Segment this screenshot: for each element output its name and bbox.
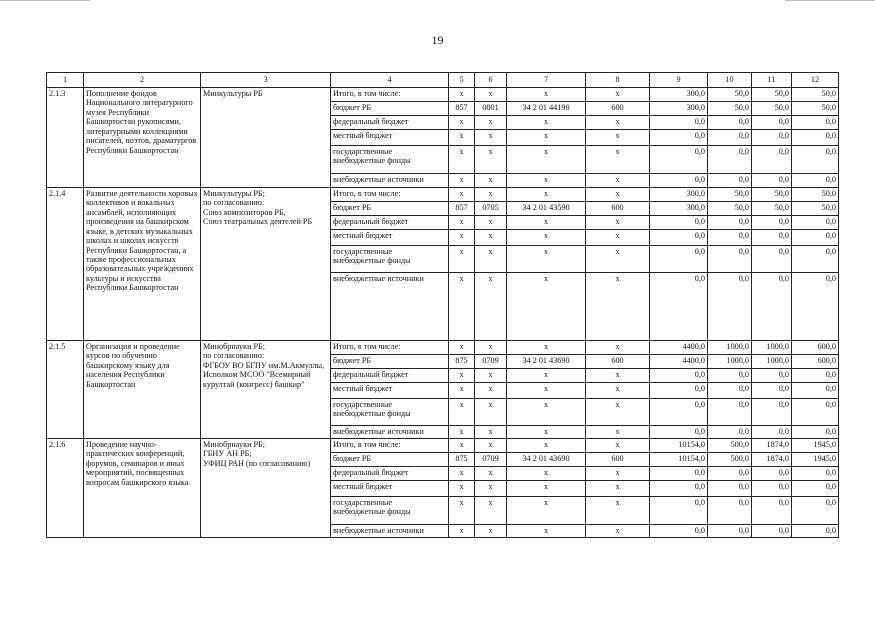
cell-section-code: x [475,246,507,273]
entry-name: Развитие деятельности хоровых коллективов и вокальных ансамблей, исполняющих произведения на башкирском языке, в детских музыкальных школах и школах искусств Республики Башкортостан, а также профессиональных образовательных учреждениях культуры и искусства Республики Башкортостан [84,188,201,341]
cell-section-code: x [475,341,507,355]
table-row [47,188,839,202]
column-number: 5 [449,73,475,88]
cell-total-amount: 300,0 [650,202,708,216]
cell-year-3-amount: 1945,0 [792,453,839,467]
funding-source-label: Итого, в том числе: [331,341,449,355]
entry-number: 2.1.6 [47,439,84,538]
cell-year-1-amount: 0,0 [708,481,752,497]
cell-target-article: 34 2 01 43690 [507,453,586,467]
cell-total-amount: 0,0 [650,130,708,146]
cell-total-amount: 0,0 [650,174,708,188]
cell-target-article: x [507,273,586,341]
cell-year-3-amount: 600,0 [792,355,839,369]
cell-expense-type: x [586,188,650,202]
cell-ministry-code: 875 [449,453,475,467]
cell-ministry-code: 857 [449,102,475,116]
column-number: 4 [331,73,449,88]
funding-source-label: федеральный бюджет [331,116,449,130]
cell-year-3-amount: 0,0 [792,130,839,146]
column-number: 6 [475,73,507,88]
funding-source-label: местный бюджет [331,230,449,246]
cell-total-amount: 300,0 [650,188,708,202]
cell-total-amount: 4400,0 [650,341,708,355]
funding-source-label: внебюджетные источники [331,426,449,439]
cell-year-2-amount: 0,0 [752,116,792,130]
cell-expense-type: 600 [586,102,650,116]
funding-source-label: бюджет РБ [331,202,449,216]
cell-year-2-amount: 0,0 [752,383,792,399]
funding-source-label: государственные внебюджетные фонды [331,246,449,273]
cell-total-amount: 0,0 [650,246,708,273]
cell-expense-type: x [586,481,650,497]
cell-expense-type: x [586,246,650,273]
cell-target-article: x [507,146,586,174]
cell-total-amount: 0,0 [650,383,708,399]
cell-year-3-amount: 0,0 [792,525,839,538]
funding-source-label: федеральный бюджет [331,216,449,230]
cell-total-amount: 0,0 [650,481,708,497]
cell-year-1-amount: 50,0 [708,88,752,102]
cell-total-amount: 0,0 [650,273,708,341]
cell-year-3-amount: 0,0 [792,230,839,246]
cell-total-amount: 0,0 [650,525,708,538]
cell-target-article: x [507,88,586,102]
cell-year-1-amount: 0,0 [708,273,752,341]
cell-year-2-amount: 0,0 [752,273,792,341]
column-number: 1 [47,73,84,88]
cell-year-1-amount: 0,0 [708,130,752,146]
cell-year-2-amount: 0,0 [752,216,792,230]
cell-section-code: 0705 [475,202,507,216]
cell-year-1-amount: 50,0 [708,188,752,202]
cell-ministry-code: x [449,174,475,188]
funding-source-label: бюджет РБ [331,453,449,467]
cell-year-2-amount: 1000,0 [752,341,792,355]
cell-expense-type: x [586,341,650,355]
cell-expense-type: x [586,383,650,399]
funding-source-label: внебюджетные источники [331,273,449,341]
cell-year-3-amount: 0,0 [792,426,839,439]
cell-total-amount: 0,0 [650,467,708,481]
cell-ministry-code: x [449,481,475,497]
entry-number: 2.1.3 [47,88,84,188]
cell-year-1-amount: 0,0 [708,497,752,525]
cell-year-3-amount: 0,0 [792,174,839,188]
cell-target-article: 34 2 01 43690 [507,355,586,369]
cell-year-1-amount: 0,0 [708,525,752,538]
cell-year-3-amount: 50,0 [792,88,839,102]
cell-year-1-amount: 500,0 [708,453,752,467]
column-number: 12 [792,73,839,88]
cell-year-2-amount: 0,0 [752,146,792,174]
cell-year-1-amount: 0,0 [708,246,752,273]
cell-expense-type: x [586,369,650,383]
cell-target-article: x [507,174,586,188]
column-number: 9 [650,73,708,88]
cell-target-article: x [507,246,586,273]
cell-year-1-amount: 0,0 [708,369,752,383]
column-number: 7 [507,73,586,88]
cell-year-2-amount: 0,0 [752,525,792,538]
cell-total-amount: 0,0 [650,426,708,439]
cell-ministry-code: x [449,399,475,426]
cell-section-code: x [475,146,507,174]
budget-table-body [47,73,839,538]
cell-year-3-amount: 50,0 [792,102,839,116]
cell-total-amount: 0,0 [650,146,708,174]
cell-year-2-amount: 0,0 [752,497,792,525]
cell-year-3-amount: 0,0 [792,399,839,426]
cell-target-article: x [507,188,586,202]
cell-total-amount: 0,0 [650,230,708,246]
cell-year-2-amount: 50,0 [752,202,792,216]
cell-year-1-amount: 0,0 [708,174,752,188]
cell-ministry-code: x [449,426,475,439]
cell-section-code: x [475,273,507,341]
cell-ministry-code: x [449,439,475,453]
cell-target-article: 34 2 01 44190 [507,102,586,116]
entry-name: Пополнение фондов Национального литературного музея Республики Башкортостан рукописями, литературными коллекциями писателей, поэтов, драматургов Республики Башкортостан [84,88,201,188]
cell-section-code: 0709 [475,453,507,467]
cell-expense-type: 600 [586,355,650,369]
cell-year-1-amount: 0,0 [708,146,752,174]
entry-executor: Минкультуры РБ; по согласованию: Союз композиторов РБ, Союз театральных деятелей РБ [201,188,331,341]
cell-expense-type: x [586,216,650,230]
cell-year-3-amount: 600,0 [792,341,839,355]
cell-ministry-code: x [449,146,475,174]
cell-year-2-amount: 50,0 [752,88,792,102]
cell-total-amount: 10154,0 [650,453,708,467]
cell-expense-type: x [586,426,650,439]
cell-ministry-code: x [449,273,475,341]
cell-year-2-amount: 1000,0 [752,355,792,369]
cell-total-amount: 0,0 [650,369,708,383]
cell-year-2-amount: 0,0 [752,130,792,146]
cell-section-code: x [475,230,507,246]
cell-target-article: x [507,399,586,426]
entry-name: Проведение научно-практических конференций, форумов, семинаров и иных мероприятий, посвященных вопросам башкирского языка [84,439,201,538]
cell-year-2-amount: 0,0 [752,481,792,497]
cell-year-1-amount: 0,0 [708,116,752,130]
cell-expense-type: x [586,399,650,426]
cell-section-code: x [475,116,507,130]
funding-source-label: внебюджетные источники [331,174,449,188]
entry-executor: Минобрнауки РБ; ГБНУ АН РБ; УФИЦ РАН (по согласованию) [201,439,331,538]
cell-section-code: x [475,174,507,188]
cell-ministry-code: x [449,525,475,538]
funding-source-label: государственные внебюджетные фонды [331,399,449,426]
cell-expense-type: x [586,130,650,146]
column-number: 3 [201,73,331,88]
cell-section-code: 0709 [475,355,507,369]
entry-executor: Минобрнауки РБ; по согласованию: ФГБОУ ВО БГПУ им.М.Акмуллы, Исполком МСОО "Всемирный курултай (конгресс) башкир" [201,341,331,439]
entry-number: 2.1.5 [47,341,84,439]
cell-expense-type: x [586,497,650,525]
cell-ministry-code: x [449,116,475,130]
page-number: 19 [431,33,444,47]
cell-ministry-code: x [449,230,475,246]
cell-total-amount: 0,0 [650,399,708,426]
cell-section-code: x [475,399,507,426]
table-row [47,88,839,102]
cell-expense-type: x [586,439,650,453]
cell-year-1-amount: 0,0 [708,426,752,439]
cell-section-code: 0801 [475,102,507,116]
cell-target-article: x [507,481,586,497]
cell-ministry-code: x [449,246,475,273]
entry-name: Организация и проведение курсов по обучению башкирскому языку для населения Республики Башкортостан [84,341,201,439]
cell-year-3-amount: 0,0 [792,369,839,383]
cell-ministry-code: x [449,369,475,383]
cell-year-3-amount: 0,0 [792,497,839,525]
cell-year-2-amount: 50,0 [752,188,792,202]
cell-section-code: x [475,88,507,102]
cell-total-amount: 10154,0 [650,439,708,453]
table-row [47,439,839,453]
cell-target-article: x [507,525,586,538]
cell-target-article: x [507,216,586,230]
cell-expense-type: x [586,174,650,188]
cell-section-code: x [475,383,507,399]
funding-source-label: внебюджетные источники [331,525,449,538]
cell-section-code: x [475,426,507,439]
cell-year-3-amount: 0,0 [792,467,839,481]
funding-source-label: федеральный бюджет [331,467,449,481]
funding-source-label: местный бюджет [331,481,449,497]
cell-total-amount: 0,0 [650,116,708,130]
funding-source-label: Итого, в том числе: [331,439,449,453]
column-number: 2 [84,73,201,88]
cell-target-article: x [507,439,586,453]
cell-year-3-amount: 0,0 [792,383,839,399]
cell-total-amount: 0,0 [650,497,708,525]
column-number: 10 [708,73,752,88]
cell-section-code: x [475,216,507,230]
scan-edge-left [0,0,90,1]
cell-year-1-amount: 50,0 [708,102,752,116]
cell-section-code: x [475,130,507,146]
funding-source-label: бюджет РБ [331,355,449,369]
cell-year-1-amount: 0,0 [708,216,752,230]
cell-expense-type: 600 [586,202,650,216]
cell-expense-type: x [586,525,650,538]
cell-ministry-code: x [449,383,475,399]
cell-year-3-amount: 0,0 [792,481,839,497]
cell-year-2-amount: 0,0 [752,399,792,426]
cell-expense-type: x [586,116,650,130]
cell-total-amount: 300,0 [650,102,708,116]
cell-year-3-amount: 0,0 [792,116,839,130]
cell-section-code: x [475,439,507,453]
cell-year-2-amount: 0,0 [752,467,792,481]
cell-year-3-amount: 0,0 [792,273,839,341]
cell-expense-type: x [586,467,650,481]
cell-section-code: x [475,188,507,202]
cell-year-3-amount: 0,0 [792,216,839,230]
budget-table [46,72,839,538]
cell-year-1-amount: 0,0 [708,230,752,246]
cell-year-2-amount: 0,0 [752,174,792,188]
cell-ministry-code: x [449,467,475,481]
cell-section-code: x [475,497,507,525]
cell-target-article: x [507,369,586,383]
entry-number: 2.1.4 [47,188,84,341]
funding-source-label: федеральный бюджет [331,369,449,383]
cell-target-article: 34 2 01 43590 [507,202,586,216]
cell-target-article: x [507,383,586,399]
cell-section-code: x [475,525,507,538]
cell-ministry-code: x [449,188,475,202]
cell-year-2-amount: 0,0 [752,246,792,273]
cell-year-1-amount: 1000,0 [708,341,752,355]
cell-year-2-amount: 0,0 [752,369,792,383]
cell-total-amount: 300,0 [650,88,708,102]
cell-year-3-amount: 0,0 [792,246,839,273]
cell-target-article: x [507,130,586,146]
column-number-row [47,73,839,88]
scan-edge-right [785,0,875,1]
funding-source-label: местный бюджет [331,383,449,399]
cell-ministry-code: x [449,130,475,146]
cell-year-3-amount: 1945,0 [792,439,839,453]
funding-source-label: Итого, в том числе: [331,88,449,102]
cell-total-amount: 4400,0 [650,355,708,369]
cell-section-code: x [475,369,507,383]
column-number: 11 [752,73,792,88]
cell-ministry-code: x [449,497,475,525]
cell-expense-type: x [586,230,650,246]
cell-total-amount: 0,0 [650,216,708,230]
cell-year-3-amount: 50,0 [792,188,839,202]
funding-source-label: государственные внебюджетные фонды [331,497,449,525]
cell-section-code: x [475,481,507,497]
cell-section-code: x [475,467,507,481]
cell-ministry-code: 857 [449,202,475,216]
entry-executor: Минкультуры РБ [201,88,331,188]
cell-ministry-code: x [449,216,475,230]
cell-year-1-amount: 0,0 [708,383,752,399]
funding-source-label: местный бюджет [331,130,449,146]
cell-ministry-code: x [449,88,475,102]
funding-source-label: государственные внебюджетные фонды [331,146,449,174]
cell-target-article: x [507,497,586,525]
cell-year-1-amount: 0,0 [708,399,752,426]
cell-expense-type: x [586,146,650,174]
cell-expense-type: x [586,88,650,102]
cell-year-2-amount: 1874,0 [752,439,792,453]
cell-expense-type: x [586,273,650,341]
cell-ministry-code: x [449,341,475,355]
cell-year-3-amount: 50,0 [792,202,839,216]
cell-year-1-amount: 50,0 [708,202,752,216]
funding-source-label: бюджет РБ [331,102,449,116]
cell-target-article: x [507,230,586,246]
cell-year-1-amount: 0,0 [708,467,752,481]
cell-year-3-amount: 0,0 [792,146,839,174]
cell-target-article: x [507,341,586,355]
column-number: 8 [586,73,650,88]
cell-year-2-amount: 50,0 [752,102,792,116]
cell-year-2-amount: 1874,0 [752,453,792,467]
cell-year-1-amount: 1000,0 [708,355,752,369]
cell-target-article: x [507,426,586,439]
table-row [47,341,839,355]
funding-source-label: Итого, в том числе: [331,188,449,202]
cell-target-article: x [507,116,586,130]
cell-expense-type: 600 [586,453,650,467]
cell-year-2-amount: 0,0 [752,426,792,439]
cell-target-article: x [507,467,586,481]
cell-year-2-amount: 0,0 [752,230,792,246]
cell-ministry-code: 875 [449,355,475,369]
cell-year-1-amount: 500,0 [708,439,752,453]
